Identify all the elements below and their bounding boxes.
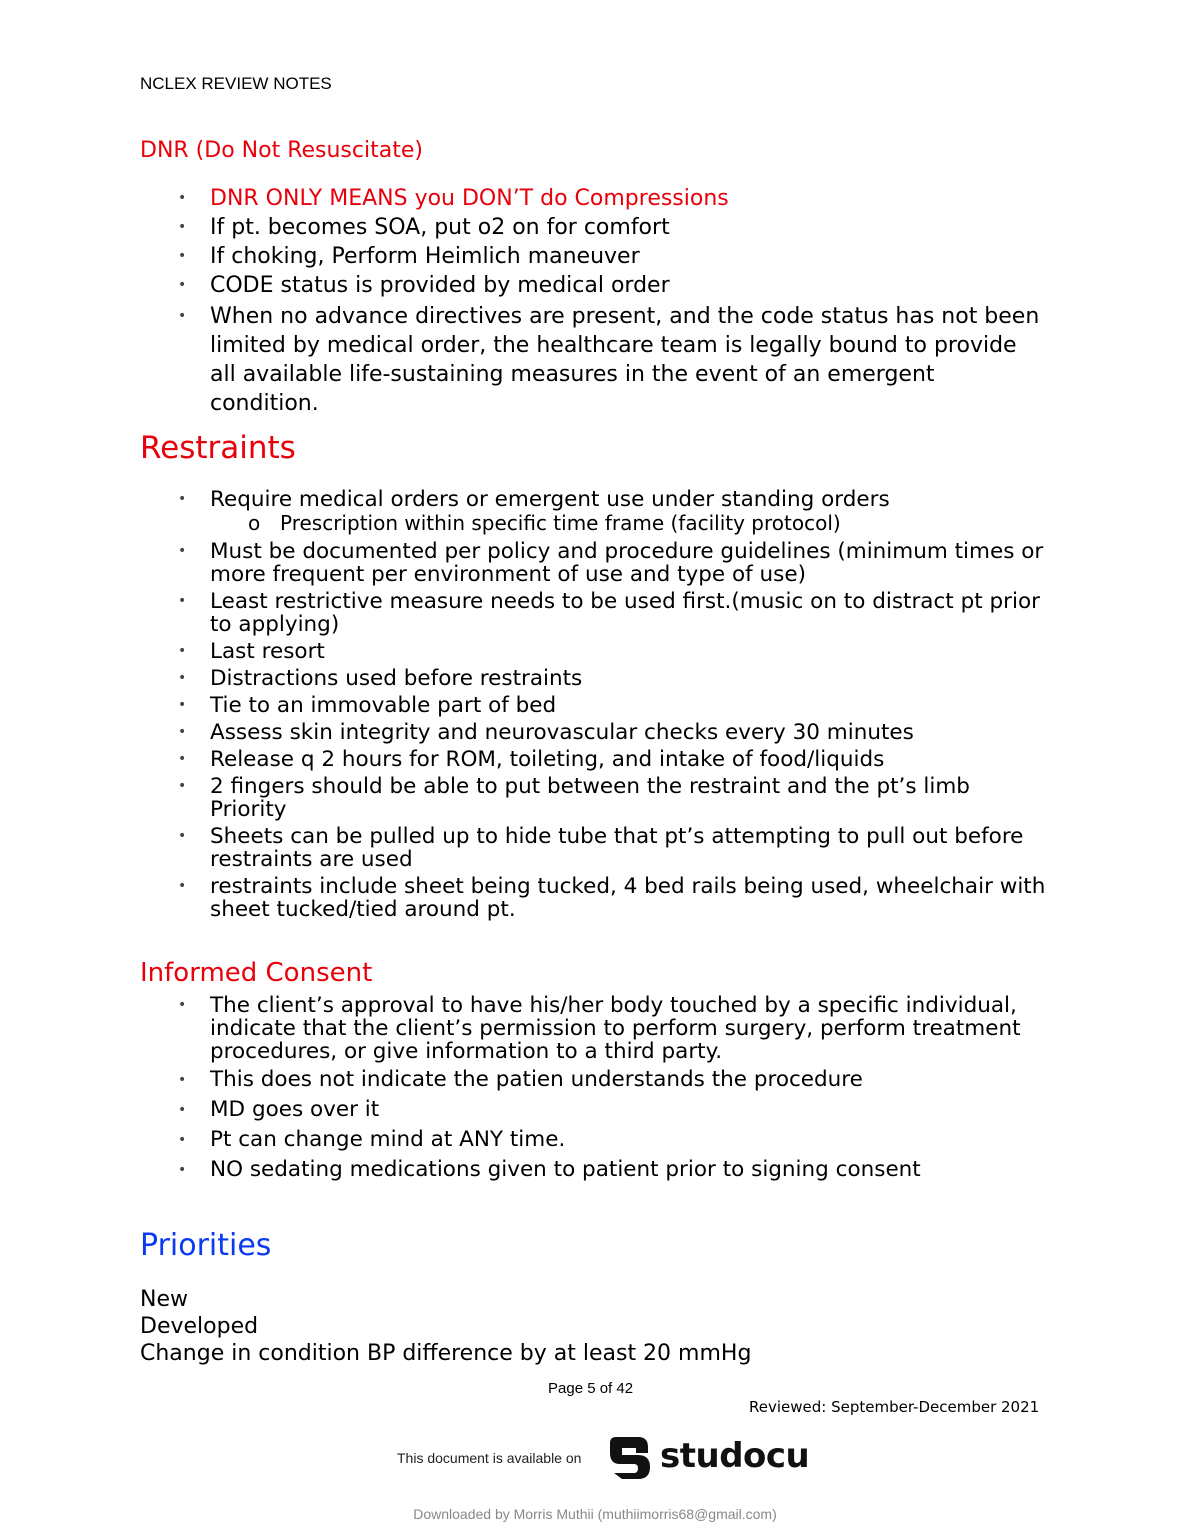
restraints-heading: Restraints xyxy=(140,430,296,466)
list-item: • Least restrictive measure needs to be used first.(music on to distract pt prior to applying) xyxy=(178,589,1040,637)
bullet-icon: • xyxy=(178,190,187,206)
list-item: • DNR ONLY MEANS you DON’T do Compressions xyxy=(178,186,729,211)
bullet-icon: • xyxy=(178,543,187,559)
reviewed-date: Reviewed: September-December 2021 xyxy=(749,1398,1040,1416)
list-item: • 2 fingers should be able to put between the restraint and the pt’s limb Priority xyxy=(178,774,970,822)
list-item: • Distractions used before restraints xyxy=(178,666,583,691)
list-item: • CODE status is provided by medical order xyxy=(178,273,670,298)
list-item: • The client’s approval to have his/her body touched by a specific individual, indicate that the client’s permission to perform surgery, perform treatment procedures, or give information to a third party. xyxy=(178,993,1021,1064)
studocu-logo[interactable] xyxy=(608,1433,810,1485)
bullet-icon: • xyxy=(178,697,187,713)
list-item: • Pt can change mind at ANY time. xyxy=(178,1127,566,1152)
bullet-icon: • xyxy=(178,724,187,740)
bullet-icon: • xyxy=(178,491,187,507)
bullet-icon: • xyxy=(178,751,187,767)
list-item: • This does not indicate the patien understands the procedure xyxy=(178,1067,863,1092)
availability-text: This document is available on xyxy=(397,1450,582,1466)
list-item: • restraints include sheet being tucked, 4 bed rails being used, wheelchair with sheet tucked/tied around pt. xyxy=(178,874,1046,922)
priorities-heading: Priorities xyxy=(140,1228,272,1263)
priority-line: Developed xyxy=(140,1314,259,1339)
download-notice: Downloaded by Morris Muthii (muthiimorris68@gmail.com) xyxy=(413,1506,777,1522)
consent-heading: Informed Consent xyxy=(140,958,373,988)
list-item: • Assess skin integrity and neurovascular checks every 30 minutes xyxy=(178,720,914,745)
restraints-list xyxy=(178,488,1048,925)
page-number: Page 5 of 42 xyxy=(548,1380,634,1397)
bullet-icon: • xyxy=(178,248,187,264)
bullet-icon: • xyxy=(178,1102,187,1118)
list-item: • MD goes over it xyxy=(178,1097,380,1122)
bullet-icon: • xyxy=(178,1072,187,1088)
bullet-icon: • xyxy=(178,219,187,235)
priority-line: New xyxy=(140,1287,188,1312)
bullet-icon: • xyxy=(178,828,187,844)
list-item: • NO sedating medications given to patient prior to signing consent xyxy=(178,1157,921,1182)
bullet-icon: • xyxy=(178,593,187,609)
consent-list xyxy=(178,994,1048,1187)
list-item: • When no advance directives are present, and the code status has not been limited by medical order, the healthcare team is legally bound to provide all available life-sustaining measures in the event of an emergent condition. xyxy=(178,304,1040,416)
list-item: • Require medical orders or emergent use under standing orders o Prescription within specific time frame (facility protocol) xyxy=(178,488,1048,536)
list-item: • If choking, Perform Heimlich maneuver xyxy=(178,244,640,269)
bullet-icon: • xyxy=(178,277,187,293)
bullet-icon: • xyxy=(178,643,187,659)
bullet-icon: • xyxy=(178,670,187,686)
bullet-icon: • xyxy=(178,778,187,794)
list-item: • Sheets can be pulled up to hide tube that pt’s attempting to pull out before restraints are used xyxy=(178,824,1024,872)
sub-list xyxy=(210,511,1048,536)
bullet-icon: • xyxy=(178,997,187,1013)
studocu-brand: studocu xyxy=(660,1436,810,1476)
bullet-icon: • xyxy=(178,1132,187,1148)
running-header: NCLEX REVIEW NOTES xyxy=(140,74,332,93)
priority-line: Change in condition BP difference by at least 20 mmHg xyxy=(140,1341,752,1366)
bullet-icon: • xyxy=(178,1162,187,1178)
list-item: • Must be documented per policy and procedure guidelines (minimum times or more frequent per environment of use and type of use) xyxy=(178,539,1044,587)
dnr-heading: DNR (Do Not Resuscitate) xyxy=(140,138,423,163)
sub-list-item: o Prescription within specific time frame (facility protocol) xyxy=(248,511,841,535)
bullet-icon: • xyxy=(178,308,187,324)
list-item: • If pt. becomes SOA, put o2 on for comfort xyxy=(178,215,670,240)
list-item: • Tie to an immovable part of bed xyxy=(178,693,557,718)
circle-bullet-icon: o xyxy=(248,511,261,535)
priorities-lines xyxy=(140,1286,751,1367)
studocu-logo-icon xyxy=(608,1433,654,1483)
dnr-list xyxy=(178,184,1048,418)
list-item: • Release q 2 hours for ROM, toileting, and intake of food/liquids xyxy=(178,747,885,772)
list-item: • Last resort xyxy=(178,639,325,664)
bullet-icon: • xyxy=(178,878,187,894)
